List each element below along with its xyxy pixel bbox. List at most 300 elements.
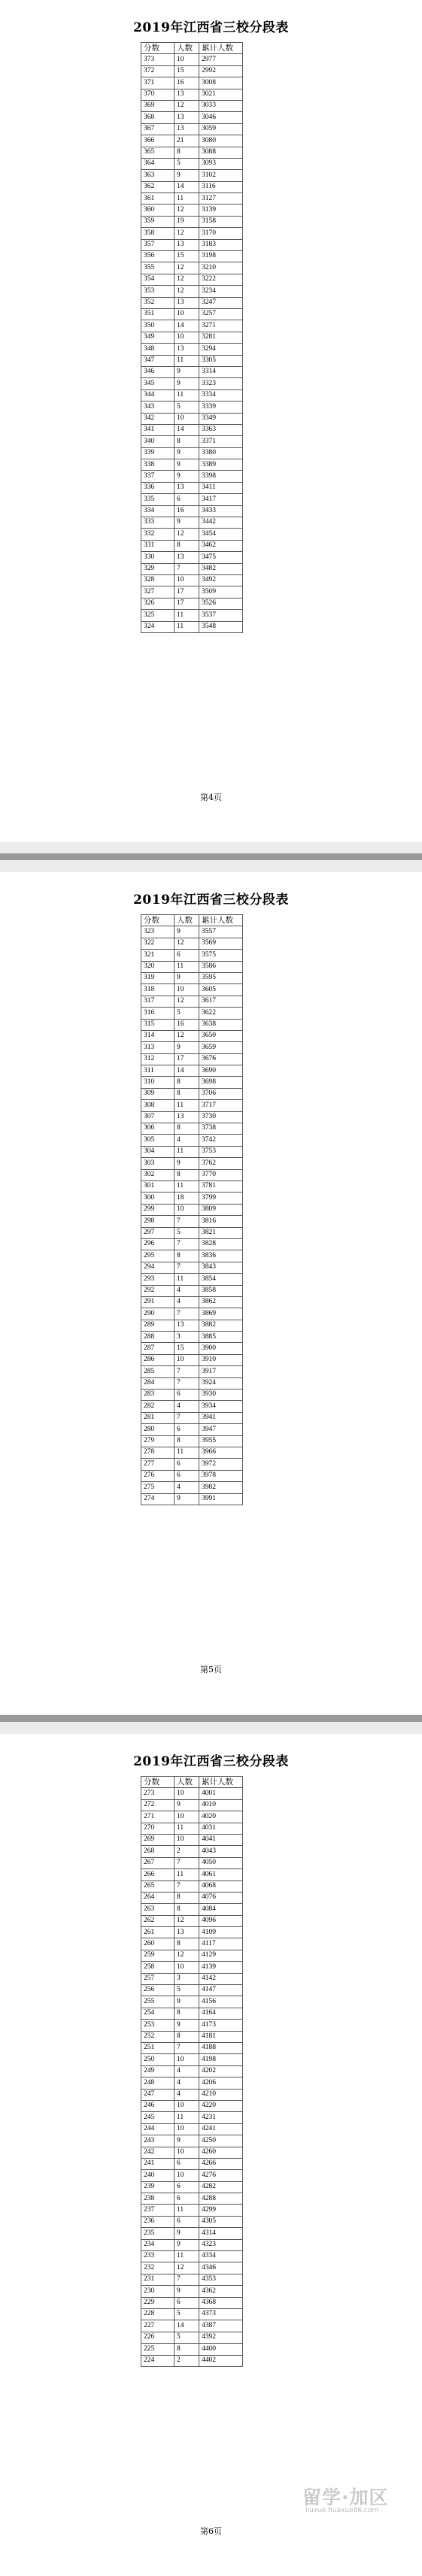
table-cell: 3941 — [199, 1412, 243, 1423]
table-cell: 10 — [175, 2054, 199, 2065]
table-cell: 3966 — [199, 1447, 243, 1458]
table-row — [141, 158, 243, 169]
table-cell: 4373 — [199, 2308, 243, 2320]
table-cell: 277 — [141, 1459, 175, 1470]
table-cell: 241 — [141, 2158, 175, 2169]
table-cell: 4117 — [199, 1938, 243, 1950]
table-cell: 4299 — [199, 2205, 243, 2216]
table-cell: 9 — [175, 1493, 199, 1505]
table-cell: 3972 — [199, 1459, 243, 1470]
table-cell: 276 — [141, 1470, 175, 1481]
table-cell: 10 — [175, 2170, 199, 2181]
page-title: 2019年江西省三校分段表 — [133, 893, 289, 908]
table-cell: 14 — [175, 2320, 199, 2332]
table-row — [141, 1308, 243, 1320]
table-cell: 6 — [175, 950, 199, 961]
table-row — [141, 262, 243, 274]
table-row — [141, 1823, 243, 1834]
table-row — [141, 1008, 243, 1019]
table-cell: 8 — [175, 1077, 199, 1088]
table-row — [141, 1366, 243, 1377]
table-row — [141, 2089, 243, 2100]
table-cell: 5 — [175, 158, 199, 169]
table-cell: 4084 — [199, 1904, 243, 1915]
table-cell: 3930 — [199, 1390, 243, 1401]
table-row — [141, 424, 243, 435]
table-cell: 3482 — [199, 563, 243, 574]
table-cell: 4220 — [199, 2100, 243, 2111]
table-row — [141, 1470, 243, 1481]
table-cell: 314 — [141, 1030, 175, 1041]
table-cell: 7 — [175, 1262, 199, 1273]
table-cell: 7 — [175, 1366, 199, 1377]
table-cell: 7 — [175, 1377, 199, 1389]
table-cell: 12 — [175, 228, 199, 239]
table-header-row — [141, 43, 243, 54]
table-cell: 3 — [175, 1973, 199, 1984]
table-cell: 3862 — [199, 1296, 243, 1308]
table-cell: 8 — [175, 1123, 199, 1135]
table-cell: 3910 — [199, 1354, 243, 1365]
table-cell: 305 — [141, 1135, 175, 1146]
table-cell: 9 — [175, 447, 199, 459]
table-cell: 13 — [175, 1927, 199, 1938]
table-cell: 273 — [141, 1788, 175, 1799]
table-cell: 3799 — [199, 1193, 243, 1204]
table-cell: 270 — [141, 1823, 175, 1834]
table-cell: 3158 — [199, 216, 243, 227]
table-cell: 4068 — [199, 1880, 243, 1892]
table-cell: 262 — [141, 1915, 175, 1926]
table-row — [141, 1320, 243, 1331]
table-cell: 280 — [141, 1424, 175, 1435]
table-cell: 6 — [175, 1424, 199, 1435]
table-row — [141, 2031, 243, 2042]
table-row — [141, 2216, 243, 2227]
table-cell: 6 — [175, 2158, 199, 2169]
table-cell: 6 — [175, 1470, 199, 1481]
table-cell: 3843 — [199, 1262, 243, 1273]
table-cell: 4041 — [199, 1834, 243, 1845]
table-cell: 11 — [175, 610, 199, 621]
table-row — [141, 286, 243, 297]
table-cell: 294 — [141, 1262, 175, 1273]
table-cell: 312 — [141, 1053, 175, 1065]
table-cell: 231 — [141, 2274, 175, 2285]
table-cell: 11 — [175, 1823, 199, 1834]
table-cell: 11 — [175, 1146, 199, 1157]
table-cell: 4305 — [199, 2216, 243, 2227]
table-cell: 3222 — [199, 274, 243, 285]
table-row — [141, 938, 243, 949]
table-cell: 13 — [175, 1111, 199, 1123]
table-row — [141, 402, 243, 413]
table-cell: 3334 — [199, 389, 243, 401]
table-cell: 371 — [141, 77, 175, 89]
table-cell: 4250 — [199, 2135, 243, 2147]
table-cell: 330 — [141, 552, 175, 563]
table-cell: 259 — [141, 1950, 175, 1961]
page-title: 2019年江西省三校分段表 — [133, 1754, 289, 1769]
table-row — [141, 1135, 243, 1146]
table-cell: 2 — [175, 1846, 199, 1857]
table-cell: 357 — [141, 239, 175, 250]
table-cell: 11 — [175, 961, 199, 972]
table-cell: 3738 — [199, 1123, 243, 1135]
table-cell: 16 — [175, 505, 199, 517]
table-cell: 263 — [141, 1904, 175, 1915]
table-cell: 13 — [175, 1320, 199, 1331]
table-cell: 350 — [141, 320, 175, 332]
table-cell: 3605 — [199, 984, 243, 996]
table-row — [141, 2308, 243, 2320]
table-cell: 360 — [141, 205, 175, 216]
table-row — [141, 471, 243, 482]
table-cell: 310 — [141, 1077, 175, 1088]
table-cell: 4061 — [199, 1869, 243, 1880]
table-row — [141, 1459, 243, 1470]
table-row — [141, 540, 243, 551]
table-cell: 3314 — [199, 366, 243, 377]
table-cell: 3116 — [199, 181, 243, 192]
table-row — [141, 1146, 243, 1157]
table-cell: 286 — [141, 1354, 175, 1365]
table-cell: 13 — [175, 89, 199, 100]
table-row — [141, 1227, 243, 1238]
table-cell: 14 — [175, 1065, 199, 1077]
table-cell: 3557 — [199, 926, 243, 938]
table-cell: 3638 — [199, 1019, 243, 1030]
column-header: 人数 — [175, 915, 199, 926]
table-cell: 300 — [141, 1193, 175, 1204]
table-cell: 4362 — [199, 2286, 243, 2297]
table-cell: 341 — [141, 424, 175, 435]
table-cell: 299 — [141, 1204, 175, 1215]
table-cell: 234 — [141, 2239, 175, 2250]
table-cell: 279 — [141, 1435, 175, 1447]
table-row — [141, 378, 243, 389]
table-row — [141, 181, 243, 192]
table-cell: 12 — [175, 274, 199, 285]
table-row — [141, 505, 243, 517]
table-cell: 11 — [175, 2205, 199, 2216]
table-cell: 10 — [175, 1354, 199, 1365]
table-row — [141, 1927, 243, 1938]
table-row — [141, 926, 243, 938]
table-row — [141, 1799, 243, 1811]
table-row — [141, 436, 243, 447]
table-cell: 14 — [175, 181, 199, 192]
table-cell: 3770 — [199, 1169, 243, 1180]
table-cell: 8 — [175, 1892, 199, 1903]
table-cell: 235 — [141, 2228, 175, 2239]
table-cell: 14 — [175, 424, 199, 435]
table-cell: 6 — [175, 2216, 199, 2227]
table-row — [141, 123, 243, 135]
table-row — [141, 2147, 243, 2158]
table-cell: 295 — [141, 1250, 175, 1262]
table-cell: 225 — [141, 2344, 175, 2355]
page-number: 第5页 — [200, 1665, 222, 1674]
table-row — [141, 2286, 243, 2297]
table-cell: 3198 — [199, 251, 243, 262]
table-cell: 249 — [141, 2065, 175, 2077]
table-cell: 4096 — [199, 1915, 243, 1926]
table-row — [141, 950, 243, 961]
table-row — [141, 598, 243, 609]
table-cell: 11 — [175, 389, 199, 401]
table-cell: 275 — [141, 1482, 175, 1493]
column-header: 累计人数 — [199, 915, 243, 926]
table-row — [141, 2170, 243, 2181]
table-cell: 334 — [141, 505, 175, 517]
table-row — [141, 1111, 243, 1123]
table-cell: 8 — [175, 147, 199, 158]
table-cell: 13 — [175, 239, 199, 250]
table-cell: 3305 — [199, 355, 243, 366]
table-cell: 3982 — [199, 1482, 243, 1493]
table-cell: 354 — [141, 274, 175, 285]
table-cell: 3417 — [199, 494, 243, 505]
table-cell: 3569 — [199, 938, 243, 949]
table-cell: 366 — [141, 135, 175, 147]
table-cell: 4050 — [199, 1857, 243, 1868]
table-cell: 352 — [141, 297, 175, 308]
table-cell: 226 — [141, 2332, 175, 2343]
table-cell: 3170 — [199, 228, 243, 239]
table-cell: 351 — [141, 308, 175, 320]
table-cell: 8 — [175, 2008, 199, 2019]
table-row — [141, 1169, 243, 1180]
table-cell: 5 — [175, 1008, 199, 1019]
table-cell: 7 — [175, 2274, 199, 2285]
table-row — [141, 1354, 243, 1365]
table-cell: 3271 — [199, 320, 243, 332]
table-cell: 9 — [175, 170, 199, 181]
table-cell: 4181 — [199, 2031, 243, 2042]
document-page — [0, 872, 422, 1714]
table-cell: 16 — [175, 77, 199, 89]
table-row — [141, 552, 243, 563]
table-cell: 4188 — [199, 2042, 243, 2053]
table-cell: 244 — [141, 2123, 175, 2135]
column-header: 人数 — [175, 43, 199, 54]
document-page — [0, 1734, 422, 2576]
table-cell: 12 — [175, 938, 199, 949]
table-row — [141, 1193, 243, 1204]
table-cell: 3492 — [199, 574, 243, 586]
table-cell: 3537 — [199, 610, 243, 621]
table-cell: 3978 — [199, 1470, 243, 1481]
table-cell: 368 — [141, 112, 175, 123]
table-cell: 338 — [141, 459, 175, 471]
table-row — [141, 1811, 243, 1823]
table-cell: 329 — [141, 563, 175, 574]
table-cell: 3433 — [199, 505, 243, 517]
table-cell: 3934 — [199, 1401, 243, 1412]
table-row — [141, 2054, 243, 2065]
table-cell: 4109 — [199, 1927, 243, 1938]
table-cell: 333 — [141, 517, 175, 529]
table-cell: 250 — [141, 2054, 175, 2065]
table-cell: 3088 — [199, 147, 243, 158]
table-cell: 5 — [175, 1985, 199, 1996]
table-row — [141, 2135, 243, 2147]
table-cell: 9 — [175, 1158, 199, 1169]
table-cell: 293 — [141, 1274, 175, 1285]
table-cell: 4353 — [199, 2274, 243, 2285]
table-row — [141, 1915, 243, 1926]
page-separator — [0, 842, 422, 872]
table-cell: 359 — [141, 216, 175, 227]
table-cell: 7 — [175, 1308, 199, 1320]
table-header-row — [141, 915, 243, 926]
table-row — [141, 2020, 243, 2031]
table-cell: 13 — [175, 552, 199, 563]
table-row — [141, 1332, 243, 1343]
table-cell: 3885 — [199, 1332, 243, 1343]
table-cell: 17 — [175, 586, 199, 598]
table-cell: 3183 — [199, 239, 243, 250]
table-row — [141, 1123, 243, 1135]
table-cell: 9 — [175, 471, 199, 482]
table-cell: 2 — [175, 2355, 199, 2366]
table-row — [141, 216, 243, 227]
table-cell: 337 — [141, 471, 175, 482]
table-cell: 11 — [175, 1447, 199, 1458]
table-cell: 247 — [141, 2089, 175, 2100]
table-row — [141, 1204, 243, 1215]
table-cell: 3380 — [199, 447, 243, 459]
table-cell: 342 — [141, 413, 175, 424]
table-row — [141, 1869, 243, 1880]
table-cell: 9 — [175, 1799, 199, 1811]
table-cell: 4020 — [199, 1811, 243, 1823]
page-number: 第6页 — [200, 2526, 222, 2536]
table-cell: 19 — [175, 216, 199, 227]
table-cell: 3706 — [199, 1088, 243, 1099]
table-cell: 11 — [175, 2112, 199, 2123]
table-cell: 14 — [175, 320, 199, 332]
table-row — [141, 1274, 243, 1285]
table-cell: 230 — [141, 2286, 175, 2297]
table-cell: 4402 — [199, 2355, 243, 2366]
table-row — [141, 2112, 243, 2123]
table-cell: 11 — [175, 2251, 199, 2262]
table-cell: 9 — [175, 459, 199, 471]
table-cell: 261 — [141, 1927, 175, 1938]
table-cell: 4139 — [199, 1962, 243, 1973]
table-cell: 4266 — [199, 2158, 243, 2169]
table-cell: 3742 — [199, 1135, 243, 1146]
table-cell: 12 — [175, 529, 199, 540]
table-cell: 3127 — [199, 193, 243, 205]
table-cell: 9 — [175, 378, 199, 389]
table-row — [141, 1042, 243, 1053]
table-row — [141, 563, 243, 574]
table-cell: 4 — [175, 1285, 199, 1296]
table-row — [141, 1285, 243, 1296]
table-cell: 3717 — [199, 1100, 243, 1111]
table-cell: 3882 — [199, 1320, 243, 1331]
table-cell: 356 — [141, 251, 175, 262]
page-title: 2019年江西省三校分段表 — [133, 20, 289, 35]
table-cell: 3389 — [199, 459, 243, 471]
table-cell: 3046 — [199, 112, 243, 123]
table-cell: 4 — [175, 1135, 199, 1146]
table-cell: 7 — [175, 1238, 199, 1250]
table-cell: 6 — [175, 2181, 199, 2193]
table-row — [141, 2193, 243, 2205]
table-cell: 8 — [175, 2031, 199, 2042]
table-cell: 3349 — [199, 413, 243, 424]
table-cell: 268 — [141, 1846, 175, 1857]
table-cell: 13 — [175, 482, 199, 493]
table-cell: 10 — [175, 1834, 199, 1845]
table-cell: 3093 — [199, 158, 243, 169]
table-cell: 4260 — [199, 2147, 243, 2158]
table-cell: 6 — [175, 2193, 199, 2205]
table-cell: 3475 — [199, 552, 243, 563]
table-cell: 3454 — [199, 529, 243, 540]
watermark-text: 留学·加区 — [302, 2487, 389, 2508]
table-cell: 3690 — [199, 1065, 243, 1077]
table-cell: 4387 — [199, 2320, 243, 2332]
table-cell: 13 — [175, 344, 199, 355]
table-cell: 3595 — [199, 972, 243, 983]
table-cell: 3139 — [199, 205, 243, 216]
table-row — [141, 2355, 243, 2366]
table-row — [141, 1985, 243, 1996]
table-row — [141, 297, 243, 308]
page-number: 第4页 — [200, 792, 222, 802]
table-cell: 3809 — [199, 1204, 243, 1215]
score-table — [141, 1776, 243, 2367]
table-cell: 355 — [141, 262, 175, 274]
table-cell: 3080 — [199, 135, 243, 147]
table-cell: 4314 — [199, 2228, 243, 2239]
table-row — [141, 1296, 243, 1308]
table-row — [141, 2008, 243, 2019]
table-cell: 3398 — [199, 471, 243, 482]
table-cell: 3323 — [199, 378, 243, 389]
table-row — [141, 2344, 243, 2355]
score-table — [141, 42, 243, 633]
table-cell: 3917 — [199, 1366, 243, 1377]
table-cell: 245 — [141, 2112, 175, 2123]
table-cell: 9 — [175, 2020, 199, 2031]
table-cell: 12 — [175, 1030, 199, 1041]
table-row — [141, 1401, 243, 1412]
table-row — [141, 574, 243, 586]
table-cell: 13 — [175, 123, 199, 135]
table-row — [141, 344, 243, 355]
table-cell: 316 — [141, 1008, 175, 1019]
table-row — [141, 972, 243, 983]
table-cell: 257 — [141, 1973, 175, 1984]
table-cell: 252 — [141, 2031, 175, 2042]
table-cell: 3526 — [199, 598, 243, 609]
table-cell: 335 — [141, 494, 175, 505]
table-cell: 307 — [141, 1111, 175, 1123]
table-cell: 318 — [141, 984, 175, 996]
table-cell: 3836 — [199, 1250, 243, 1262]
table-cell: 3102 — [199, 170, 243, 181]
table-cell: 10 — [175, 332, 199, 343]
table-cell: 3991 — [199, 1493, 243, 1505]
table-cell: 12 — [175, 1950, 199, 1961]
table-cell: 11 — [175, 1869, 199, 1880]
